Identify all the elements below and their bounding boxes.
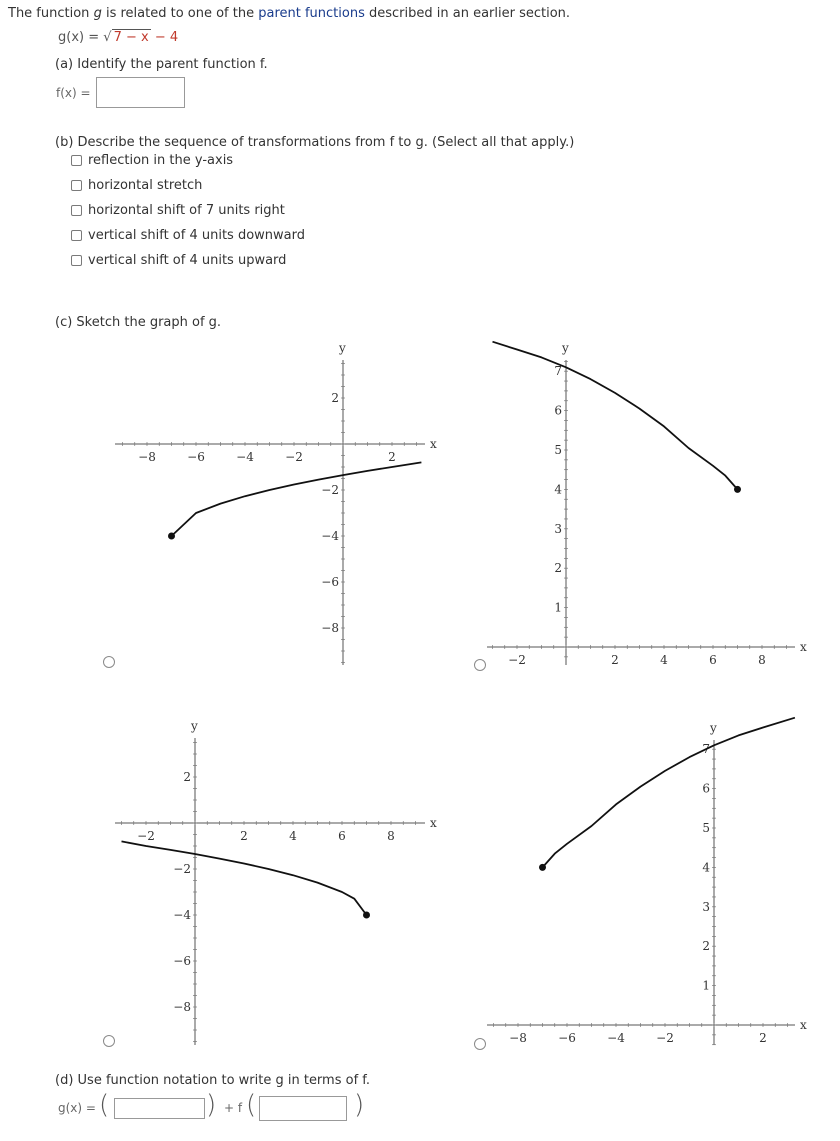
part-c-prompt: (c) Sketch the graph of g. — [55, 315, 222, 330]
x-tick-label: 6 — [709, 653, 717, 667]
y-tick-label: 2 — [183, 770, 191, 784]
x-tick-label: 4 — [660, 653, 668, 667]
x-tick-label: 2 — [611, 653, 619, 667]
x-tick-label: 4 — [289, 829, 297, 843]
x-tick-label: −2 — [137, 829, 155, 843]
x-tick-label: −8 — [509, 1031, 527, 1045]
part-b-prompt: (b) Describe the sequence of transformations from f to g. (Select all that apply.) — [55, 135, 575, 150]
option-label: reflection in the y-axis — [88, 153, 234, 168]
x-tick-label: −6 — [187, 450, 205, 464]
part-a-prompt: (a) Identify the parent function f. — [55, 57, 268, 72]
x-tick-label: 2 — [240, 829, 248, 843]
open-paren-1: ( — [99, 1090, 110, 1120]
argument-input[interactable] — [259, 1096, 347, 1121]
option-label: horizontal shift of 7 units right — [88, 203, 285, 218]
y-tick-label: −8 — [321, 621, 339, 635]
parent-functions-link[interactable]: parent functions — [258, 6, 365, 21]
option-label: horizontal stretch — [88, 178, 203, 193]
y-tick-label: −8 — [173, 1000, 191, 1014]
x-tick-label: 2 — [759, 1031, 767, 1045]
x-tick-label: −6 — [558, 1031, 576, 1045]
part-d-prompt: (d) Use function notation to write g in terms of f. — [55, 1073, 371, 1088]
y-axis-label: y — [562, 341, 569, 355]
inner-expression-input[interactable] — [114, 1098, 205, 1119]
plus-f-label: + f — [224, 1101, 243, 1115]
x-tick-label: 6 — [338, 829, 346, 843]
y-tick-label: −4 — [321, 529, 339, 543]
open-paren-2: ( — [246, 1090, 257, 1120]
y-tick-label: −4 — [173, 908, 191, 922]
x-tick-label: 2 — [388, 450, 396, 464]
y-tick-label: 2 — [554, 561, 562, 576]
radio-graph-4[interactable] — [474, 1038, 486, 1050]
y-tick-label: 2 — [331, 391, 339, 405]
y-tick-label: −2 — [173, 862, 191, 876]
y-tick-label: 5 — [554, 443, 562, 457]
y-tick-label: 7 — [554, 364, 562, 379]
part-a-label: f(x) = — [56, 86, 91, 100]
sqrt-symbol: √ — [103, 30, 112, 45]
x-tick-label: −4 — [607, 1031, 625, 1045]
intro-text: The function g is related to one of the parent functions described in an earlier section. — [8, 6, 571, 21]
part-d-label: g(x) = — [58, 1101, 96, 1115]
y-tick-label: 1 — [554, 600, 562, 615]
y-tick-label: 6 — [554, 403, 562, 418]
y-tick-label: 2 — [702, 939, 710, 954]
endpoint-dot — [539, 864, 546, 871]
y-tick-label: −2 — [321, 483, 339, 497]
x-axis-label: x — [430, 437, 437, 451]
y-tick-label: 4 — [554, 482, 562, 497]
y-tick-label: 4 — [702, 860, 710, 875]
x-tick-label: −4 — [236, 450, 254, 464]
option-label: vertical shift of 4 units upward — [88, 253, 287, 268]
y-axis-label: y — [191, 719, 198, 733]
y-tick-label: 5 — [702, 821, 710, 835]
y-tick-label: −6 — [321, 575, 339, 589]
x-tick-label: −2 — [656, 1031, 674, 1045]
y-axis-label: y — [710, 721, 717, 735]
function-definition: g(x) = √ 7 − x − 4 — [58, 30, 179, 45]
y-tick-label: −6 — [173, 954, 191, 968]
close-paren-1: ) — [206, 1090, 217, 1120]
x-axis-label: x — [800, 640, 807, 654]
y-tick-label: 6 — [702, 781, 710, 796]
close-paren-2: ) — [354, 1090, 365, 1120]
y-tick-label: 1 — [702, 978, 710, 993]
x-tick-label: 8 — [387, 829, 395, 843]
x-tick-label: 8 — [758, 653, 766, 667]
y-tick-label: 3 — [554, 521, 562, 536]
graph-curve — [543, 718, 795, 868]
x-axis-label: x — [800, 1018, 807, 1032]
option-label: vertical shift of 4 units downward — [88, 228, 306, 243]
x-tick-label: −2 — [508, 653, 526, 667]
x-axis-label: x — [430, 816, 437, 830]
y-axis-label: y — [339, 341, 346, 355]
y-tick-label: 3 — [702, 899, 710, 914]
radicand: 7 − x — [113, 30, 149, 45]
x-tick-label: −2 — [285, 450, 303, 464]
x-tick-label: −8 — [138, 450, 156, 464]
y-tick-label: 7 — [702, 742, 710, 757]
